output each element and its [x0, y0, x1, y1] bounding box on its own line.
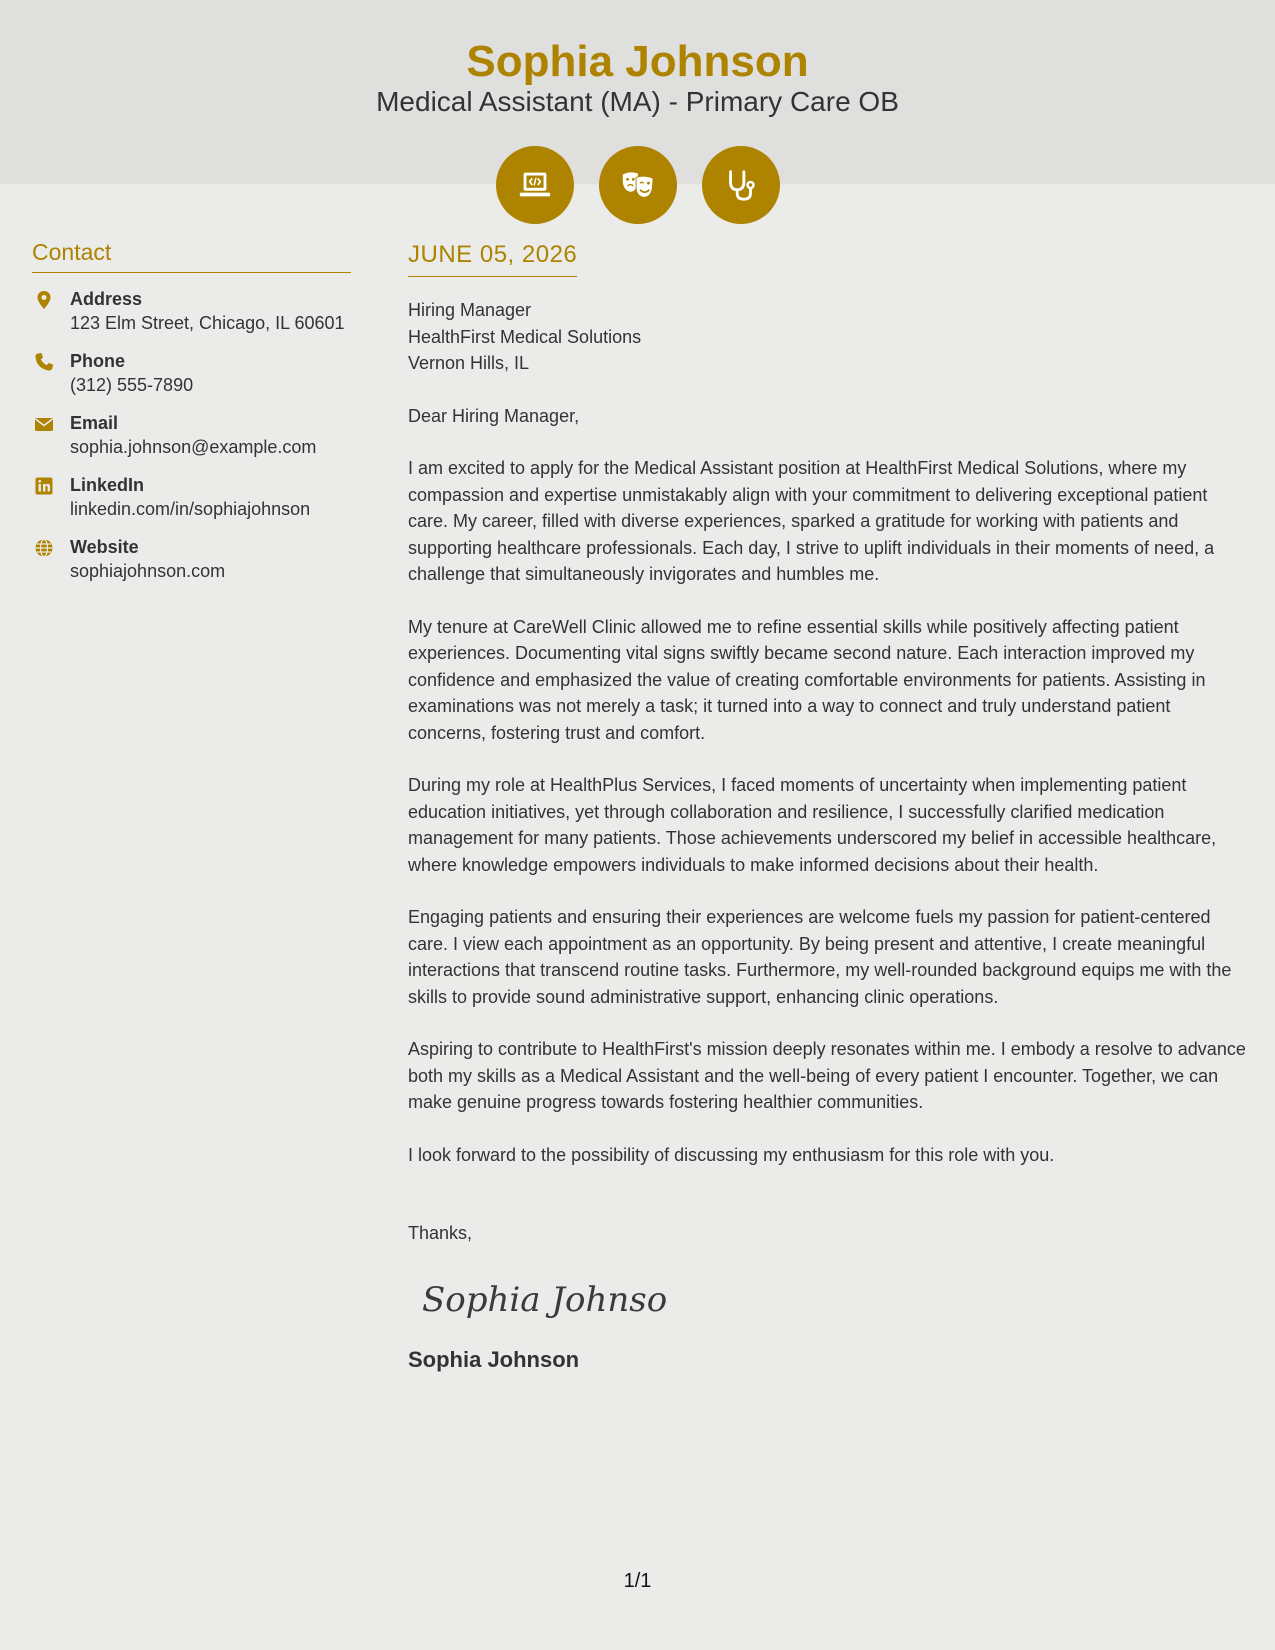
contact-address — [32, 287, 351, 335]
contact-linkedin — [32, 473, 351, 521]
handwritten-signature — [418, 1269, 1248, 1334]
masks-theater-icon — [599, 146, 677, 224]
map-pin-icon — [32, 287, 56, 335]
laptop-code-icon — [496, 146, 574, 224]
paragraph-6: I look forward to the possibility of discussing my enthusiasm for this role with you. — [408, 1144, 1055, 1165]
website-label: Website — [70, 537, 139, 557]
contact-heading: Contact — [32, 238, 351, 273]
job-title: Medical Assistant (MA) - Primary Care OB — [376, 86, 899, 117]
recipient-company: HealthFirst Medical Solutions — [408, 326, 642, 347]
address-label: Address — [70, 289, 143, 309]
contact-website — [32, 535, 351, 583]
phone-icon — [32, 349, 56, 397]
globe-icon — [32, 535, 56, 583]
phone-label: Phone — [70, 351, 126, 371]
paragraph-4: Engaging patients and ensuring their experiences are welcome fuels my passion for patient-centered care. I view each appointment as an opportunity. By being present and attentive, I create meaningful interactions that transcend routine tasks. Furthermore, my well-rounded background equips me with the skills to provide sound administrative support, enhancing clinic operations. — [408, 907, 1232, 1007]
paragraph-3: During my role at HealthPlus Services, I faced moments of uncertainty when implementing patient education initiatives, yet through collaboration and resilience, I successfully clarified medication management for many patients. Those achievements underscored my belief in accessible healthcare, where knowledge empowers individuals to make informed decisions about their health. — [408, 775, 1217, 875]
email-label: Email — [70, 413, 119, 433]
letter-date: JUNE 05, 2026 — [408, 240, 577, 277]
recipient-location: Vernon Hills, IL — [408, 353, 530, 373]
email-value[interactable]: sophia.johnson@example.com — [70, 437, 317, 457]
linkedin-label: LinkedIn — [70, 475, 145, 495]
linkedin-icon — [32, 473, 56, 521]
address-value: 123 Elm Street, Chicago, IL 60601 — [70, 313, 345, 333]
paragraph-2: My tenure at CareWell Clinic allowed me to refine essential skills while positively affecting patient experiences. Documenting vital signs swiftly became second nature. Each interaction improved my confidence and emphasized the value of creating comfortable environments for patients. Assisting in examinations was not merely a task; it turned into a way to connect and truly understand patient concerns, fostering trust and comfort. — [408, 616, 1206, 743]
paragraph-1: I am excited to apply for the Medical Assistant position at HealthFirst Medical Solutions, where my compassion and expertise unmistakably align with your commitment to delivering exceptional patient care. My career, filled with diverse experiences, sparked a gratitude for working with patients and supporting healthcare professionals. Each day, I strive to uplift individuals in their moments of need, a challenge that simultaneously invigorates and humbles me. — [408, 458, 1215, 584]
recipient-title: Hiring Manager — [408, 300, 532, 320]
website-value[interactable]: sophiajohnson.com — [70, 561, 226, 581]
recipient-block — [408, 297, 1248, 377]
envelope-icon — [32, 411, 56, 459]
contact-phone — [32, 349, 351, 397]
contact-sidebar — [32, 238, 351, 583]
page-number: 1/1 — [623, 1570, 652, 1592]
phone-value: (312) 555-7890 — [70, 375, 194, 395]
paragraph-5: Aspiring to contribute to HealthFirst's mission deeply resonates within me. I embody a resolve to advance both my skills as a Medical Assistant and the well-being of every patient I encounter. Together, we can make genuine progress towards fostering healthier communities. — [408, 1039, 1246, 1112]
linkedin-value[interactable]: linkedin.com/in/sophiajohnson — [70, 499, 311, 519]
letter-body — [408, 240, 1248, 1374]
applicant-name: Sophia Johnson — [466, 37, 809, 86]
stethoscope-icon — [702, 146, 780, 224]
signature-script: Sophia Johnson — [422, 1279, 668, 1320]
header-icon-row — [0, 146, 1275, 224]
signer-name: Sophia Johnson — [408, 1346, 580, 1372]
salutation: Dear Hiring Manager, — [408, 405, 580, 426]
closing: Thanks, — [408, 1223, 473, 1243]
contact-email — [32, 411, 351, 459]
